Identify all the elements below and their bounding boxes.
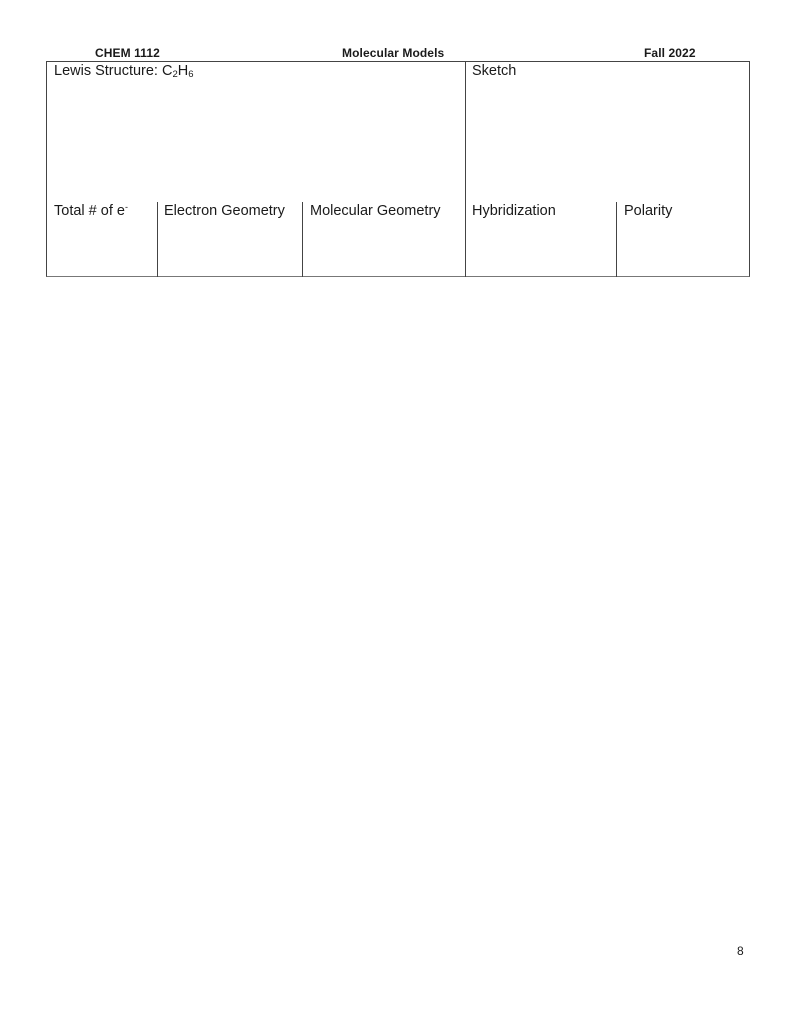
hybridization-header: Hybridization — [472, 203, 556, 219]
course-code: CHEM 1112 — [95, 46, 160, 60]
column-divider — [616, 202, 617, 277]
formula-carbon: C — [162, 63, 173, 79]
lewis-structure-label — [54, 63, 194, 80]
electron-geometry-header: Electron Geometry — [164, 203, 285, 219]
formula-hydrogen-subscript: 6 — [188, 69, 194, 80]
term-label: Fall 2022 — [644, 46, 696, 60]
sketch-label: Sketch — [472, 63, 517, 79]
column-divider — [302, 202, 303, 277]
total-electrons-header — [54, 203, 128, 220]
total-electrons-text: Total # of e — [54, 203, 125, 219]
lewis-structure-text: Lewis Structure: — [54, 63, 162, 79]
formula-hydrogen: H — [177, 63, 189, 79]
lewis-sketch-divider — [465, 61, 466, 277]
formula-carbon-subscript: 2 — [172, 69, 178, 80]
molecular-geometry-header: Molecular Geometry — [310, 203, 441, 219]
worksheet-table — [46, 61, 750, 277]
page-number: 8 — [737, 944, 744, 958]
electron-charge-superscript: - — [124, 202, 128, 212]
polarity-header: Polarity — [624, 203, 673, 219]
column-divider — [157, 202, 158, 277]
document-title: Molecular Models — [342, 46, 445, 60]
